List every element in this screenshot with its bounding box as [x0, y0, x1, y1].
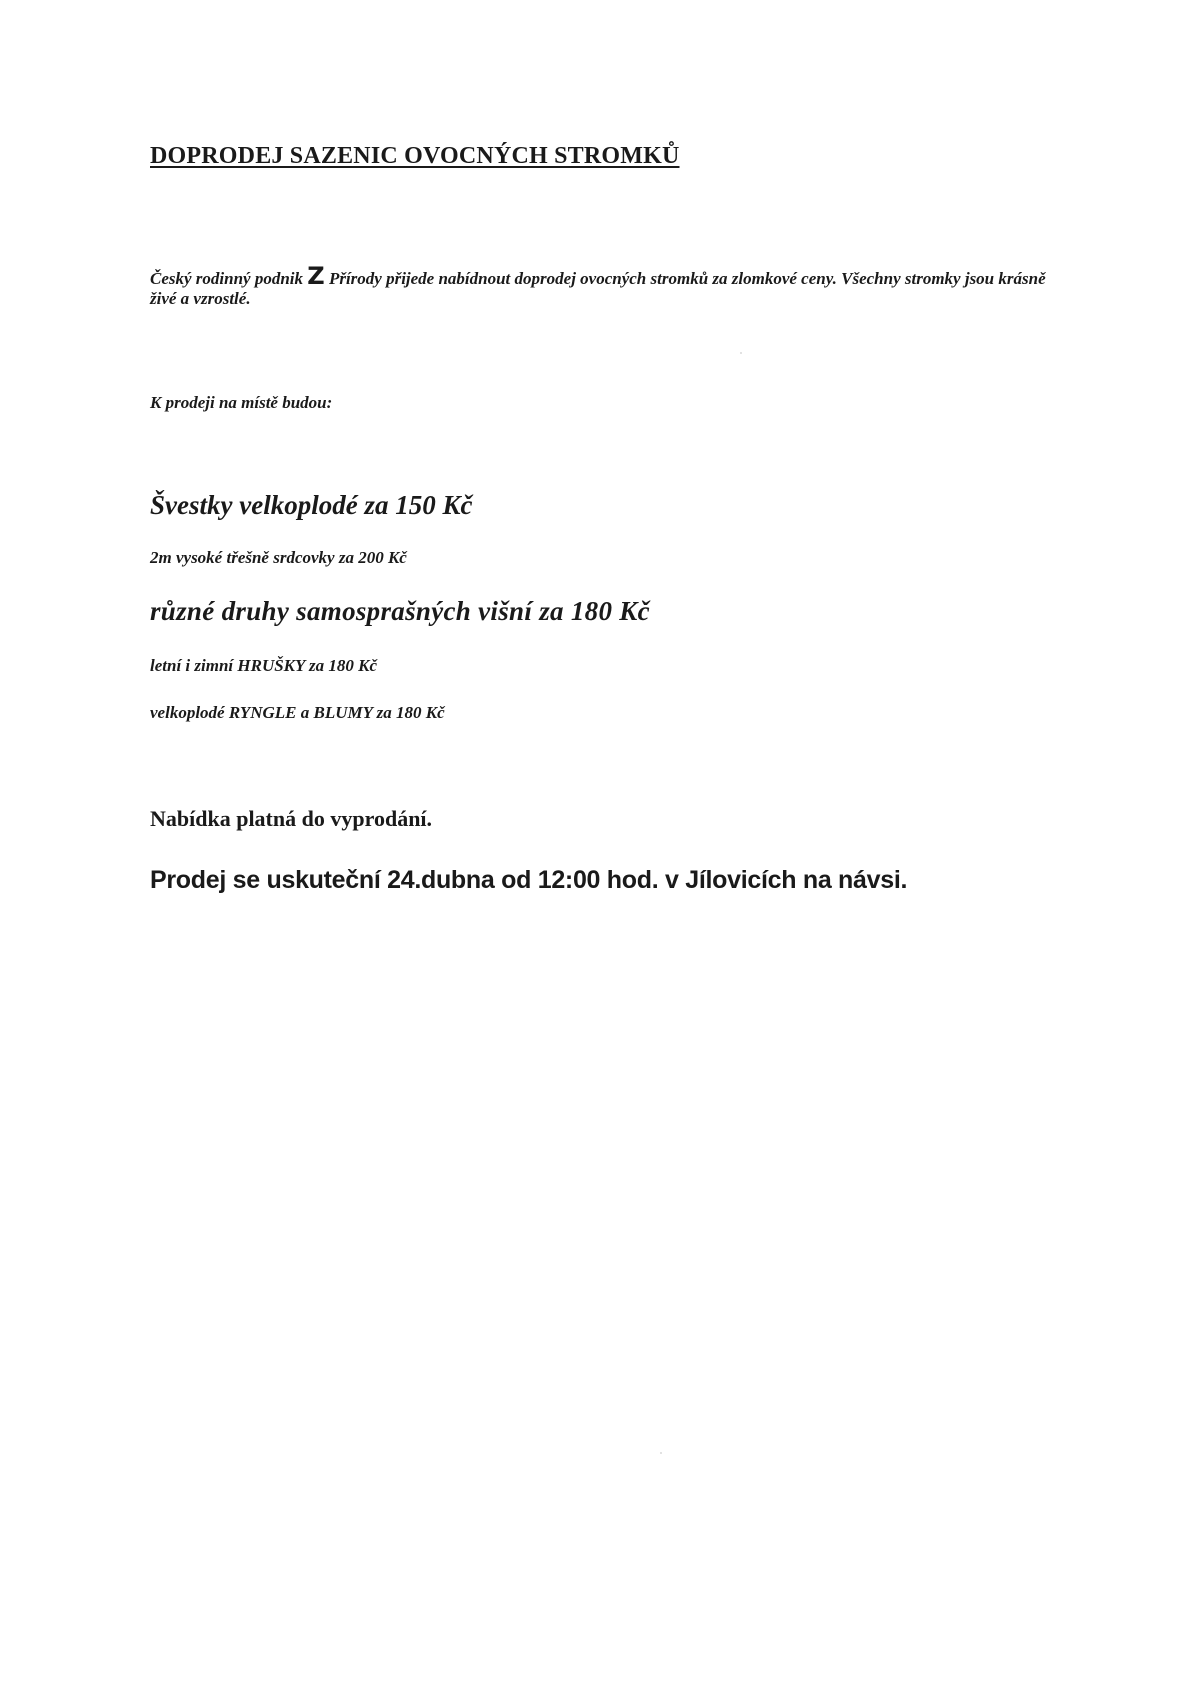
- scan-artifact: [740, 352, 742, 354]
- offer-item: 2m vysoké třešně srdcovky za 200 Kč: [150, 548, 407, 567]
- offer-validity-note: Nabídka platná do vyprodání.: [150, 806, 433, 831]
- document-title: DOPRODEJ SAZENIC OVOCNÝCH STROMKŮ: [150, 143, 680, 169]
- intro-text-end: Přírody přijede nabídnout doprodej ovocných stromků za zlomkové ceny. Všechny stromky jsou krásně živé a vzrostlé.: [150, 269, 1046, 308]
- offer-item: velkoplodé RYNGLE a BLUMY za 180 Kč: [150, 703, 445, 722]
- offer-item: různé druhy samosprašných višní za 180 Kč: [150, 596, 650, 626]
- intro-z-letter: Z: [307, 262, 325, 290]
- offer-item: letní i zimní HRUŠKY za 180 Kč: [150, 656, 378, 675]
- intro-paragraph: [150, 262, 1070, 309]
- offer-subheading: K prodeji na místě budou:: [150, 393, 333, 412]
- intro-text-start: Český rodinný podnik: [150, 269, 308, 288]
- offer-item: Švestky velkoplodé za 150 Kč: [150, 490, 473, 520]
- scan-artifact: [660, 1452, 662, 1454]
- sale-date-location: Prodej se uskuteční 24.dubna od 12:00 hod. v Jílovicích na návsi.: [150, 866, 908, 894]
